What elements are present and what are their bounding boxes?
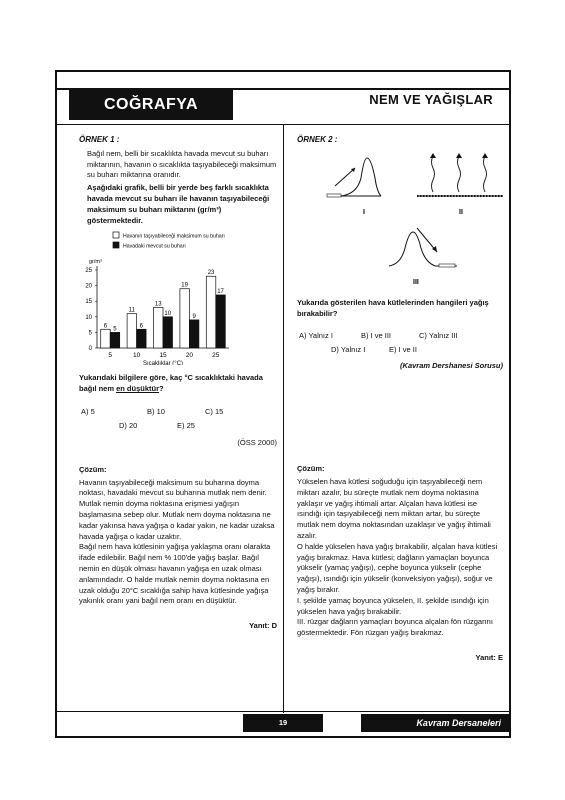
x-tick-label-5: 5 — [108, 352, 113, 360]
option-d: D) Yalnız I — [331, 345, 366, 355]
question-mark: ? — [159, 384, 164, 394]
example-1-prompt: Aşağıdaki grafik, belli bir yerde beş farklı sıcaklıkta havada mevcut su buharı ile havanın taşıyabileceği maksimum su buharı miktarını (gr/m³) göstermektedir. — [87, 183, 270, 225]
x-tick-label-15: 15 — [159, 352, 167, 360]
topic-title: NEM VE YAĞIŞLAR — [369, 92, 493, 107]
rising-air-arrow — [432, 156, 435, 192]
x-tick-label-10: 10 — [132, 352, 141, 360]
bar-15-s2 — [163, 317, 173, 348]
bar-5-s2 — [110, 333, 120, 349]
bar-value-5-s1: 6 — [103, 323, 108, 330]
bar-value-20-s1: 19 — [181, 283, 188, 290]
x-tick-label-20: 20 — [185, 352, 194, 360]
y-tick-label-10: 10 — [85, 315, 92, 322]
example-2-options — [297, 331, 503, 361]
example-1-question — [79, 373, 277, 395]
y-axis-label: gr/m³ — [89, 259, 102, 266]
bar-25-s1 — [206, 277, 216, 349]
bar-value-5-s2: 5 — [113, 326, 117, 333]
bar-value-10-s1: 11 — [128, 308, 135, 315]
subject-title: COĞRAFYA — [69, 90, 233, 120]
bar-15-s1 — [154, 308, 164, 349]
option-d: D) 20 — [119, 420, 138, 430]
figure-label-3: III — [413, 278, 419, 286]
figure-two — [417, 153, 503, 216]
solution-2-title: Çözüm: — [297, 464, 325, 474]
y-tick-label-25: 25 — [85, 268, 92, 275]
example-2-source: (Kavram Dershanesi Sorusu) — [400, 361, 503, 371]
bar-10-s1 — [127, 314, 137, 348]
sea-surface — [327, 194, 341, 197]
column-divider — [283, 125, 284, 713]
page-frame — [55, 70, 511, 738]
figure-one — [327, 158, 381, 216]
question-text: Yukarıdaki bilgilere göre, kaç °C sıcaklıktaki havada bağıl nem — [79, 373, 263, 394]
answer-1: Yanıt: D — [249, 621, 277, 631]
bar-20-s1 — [180, 289, 190, 348]
x-axis-label: Sıcaklıklar (°C) — [142, 361, 184, 366]
bar-value-25-s1: 23 — [207, 270, 215, 277]
x-tick-label-25: 25 — [212, 352, 220, 360]
legend-label-1: Havanın taşıyabileceği maksimum su buharı — [123, 233, 225, 240]
bar-20-s2 — [189, 320, 199, 348]
air-mass-figure — [297, 148, 503, 288]
page-number: 19 — [243, 714, 323, 732]
figure-label-1: I — [363, 208, 365, 216]
solution-2-p1: Yükselen hava kütlesi soğuduğu için taşıyabileceği nem miktarı azalır, bu süreçte mutlak nem doyma noktasına yaklaşır ve yağış ihtimali artar. Alçalan hava kütlesi ise ısındığı için taşıyabileceği nem miktarı artar, bu süreçte mutlak nem doyma noktasından uzaklaşır ve yağış ihtimali azalır. — [297, 476, 491, 540]
solution-1-p1: Havanın taşıyabileceği maksimum su buharına doyma noktası, havadaki mevcut su buharına mutlak nem denir. — [79, 477, 267, 498]
bar-value-15-s1: 13 — [154, 301, 162, 308]
mountain-shape — [341, 158, 381, 196]
right-column — [297, 135, 503, 664]
solution-2-p2: O halde yükselen hava yağış bırakabilir, alçalan hava kütlesi yağış bırakmaz. Hava kütlesi; dağların yamaçları boyunca yükselir (yamaç yağışı), cephe boyunca yükselir (cephe yağışı), ısındığı için yükselir (konveksiyon yağışı), soğur ve yağış bırakır. — [297, 541, 498, 594]
option-e: E) I ve II — [389, 345, 417, 355]
publisher-brand: Kavram Dersaneleri — [361, 714, 509, 732]
bar-value-20-s2: 9 — [192, 314, 196, 321]
example-1-title: ÖRNEK 1 : — [79, 135, 120, 144]
question-emphasis: en düşüktür — [116, 384, 160, 394]
page-footer — [57, 711, 509, 736]
solution-1-title: Çözüm: — [79, 464, 107, 474]
legend-label-2: Havadaki mevcut su buharı — [123, 243, 186, 250]
solution-2-p3: I. şekilde yamaç boyunca yükselen, II. şekilde ısındığı için yükselen hava yağış bırakabilir. — [297, 595, 489, 616]
y-tick-label-15: 15 — [85, 299, 92, 306]
option-a: A) 5 — [81, 406, 95, 416]
bar-value-15-s2: 10 — [164, 311, 172, 318]
option-c: C) Yalnız III — [419, 331, 458, 341]
option-e: E) 25 — [177, 420, 195, 430]
bar-chart — [79, 230, 277, 365]
solution-1-p3: Bağıl nem hava kütlesinin yağışa yaklaşma oranı olaraktа ifade edilebilir. Bağıl nem % 100'de yağış başlar. Bağıl nemin en düşük olması havanın yağışa en uzak olması anlamındadır. O halde mutlak nemin doyma noktasına en uzak olduğu 20°C sıcaklığa sahip hava kütlesinde yağışa yakınlık oranı yani bağıl nem oranı en düşüktür. — [79, 542, 271, 606]
bar-value-10-s2: 6 — [139, 323, 144, 330]
example-1-options — [79, 407, 277, 445]
example-1-intro: Bağıl nem, belli bir sıcaklıkta havada mevcut su buharı miktarının, havanın o sıcaklıkta taşıyabileceği maksimum su buharı miktarına oranıdır. — [87, 148, 277, 180]
option-b: B) I ve III — [361, 331, 392, 341]
bar-5-s1 — [101, 330, 111, 349]
legend-swatch-1 — [113, 232, 119, 238]
figure-three — [389, 228, 457, 286]
y-tick-label-0: 0 — [88, 346, 92, 353]
bar-25-s2 — [216, 295, 226, 348]
option-c: C) 15 — [205, 406, 224, 416]
option-a: A) Yalnız I — [299, 331, 333, 341]
solution-2-p4: III. rüzgar dağların yamaçları boyunca alçalan fön rüzgarını göstermektedir. Fön rüzgarı yağış bırakmaz. — [297, 617, 493, 638]
y-tick-label-5: 5 — [88, 330, 92, 337]
bar-value-25-s2: 17 — [217, 289, 224, 296]
option-b: B) 10 — [147, 406, 165, 416]
example-1-source: (ÖSS 2000) — [237, 437, 277, 447]
y-tick-label-20: 20 — [85, 283, 92, 290]
figure-label-2: II — [459, 208, 463, 216]
footer-rule — [57, 711, 509, 712]
example-2-question: Yukarıda gösterilen hava kütlelerinden hangileri yağış bırakabilir? — [297, 297, 489, 318]
legend-swatch-2 — [113, 242, 119, 248]
solution-1-p2: Mutlak nemin doyma noktasına erişmesi yağışın başlamasına sebep olur. Mutlak nem doyma noktasına ne kadar yakınsa hava yağışa o kadar yakın, ne kadar uzaksa havada yağışa o kadar uzaktır. — [79, 499, 275, 541]
answer-2: Yanıt: E — [475, 652, 503, 662]
left-column — [79, 135, 277, 632]
bar-10-s2 — [137, 330, 147, 349]
example-2-title: ÖRNEK 2 : — [297, 135, 338, 144]
